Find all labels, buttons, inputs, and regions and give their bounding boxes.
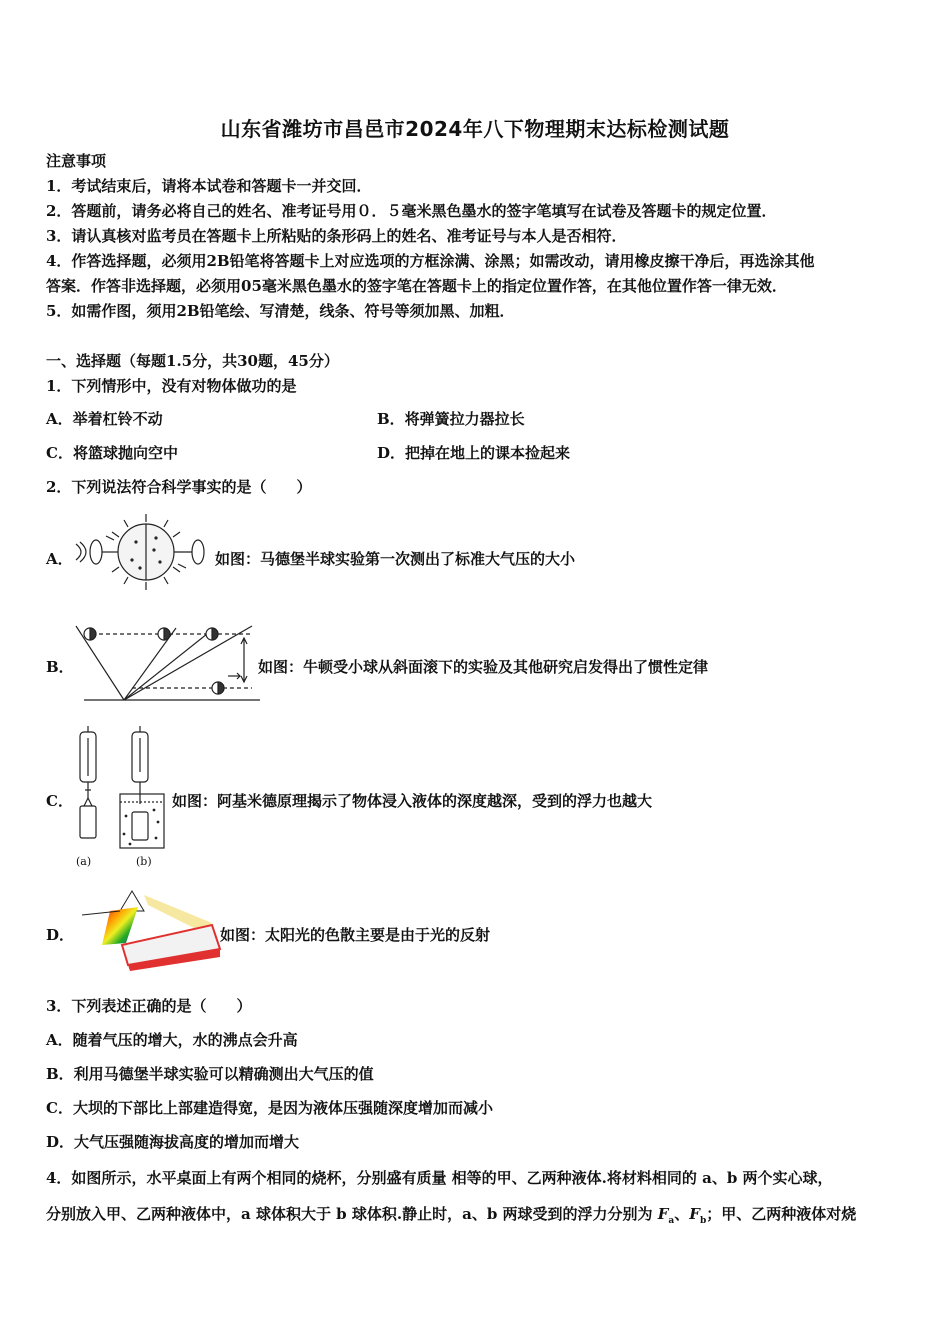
q3-option-b: B．利用马德堡半球实验可以精确测出大气压的值	[46, 1065, 374, 1083]
notes-item: 2．答题前，请务必将自己的姓名、准考证号用０．５毫米黑色墨水的签字笔填写在试卷及答题卡的规定位置．	[46, 202, 777, 220]
q3-option-d: D．大气压强随海拔高度的增加而增大	[46, 1133, 300, 1151]
spring-scale-figure	[74, 726, 174, 866]
notes-item: 1．考试结束后，请将本试卷和答题卡一并交回．	[46, 177, 372, 195]
section-heading: 一、选择题（每题1.5分，共30题，45分）	[46, 352, 339, 370]
notes-item: 5．如需作图，须用2B铅笔绘、写清楚，线条、符号等须加黑、加粗．	[46, 302, 515, 320]
q1-option-b: B．将弹簧拉力器拉长	[377, 410, 525, 428]
prism-dispersion-figure	[72, 885, 222, 970]
q2-c-fig-label-b: (b)	[136, 855, 152, 868]
q2-option-c-text: 如图：阿基米德原理揭示了物体浸入液体的深度越深，受到的浮力也越大	[172, 792, 653, 810]
magdeburg-hemispheres-figure	[66, 512, 216, 592]
page-title: 山东省潍坊市昌邑市2024年八下物理期末达标检测试题	[220, 117, 730, 141]
notes-item: 3．请认真核对监考员在答题卡上所粘贴的条形码上的姓名、准考证号与本人是否相符．	[46, 227, 627, 245]
question-1-stem: 1．下列情形中，没有对物体做功的是	[46, 377, 297, 395]
notes-item: 4．作答选择题，必须用2B铅笔将答题卡上对应选项的方框涂满、涂黑；如需改动，请用橡皮擦干净后，再选涂其他	[46, 252, 815, 270]
question-4-line-2	[46, 1204, 856, 1231]
q1-option-d: D．把掉在地上的课本捡起来	[377, 444, 571, 462]
question-3-stem: 3．下列表述正确的是（ ）	[46, 997, 252, 1015]
q4-line-2-end: ；甲、乙两种液体对烧	[706, 1205, 857, 1223]
q1-option-c: C．将篮球抛向空中	[46, 444, 178, 462]
q3-option-c: C．大坝的下部比上部建造得宽，是因为液体压强随深度增加而减小	[46, 1099, 493, 1117]
q1-option-a: A．举着杠铃不动	[46, 410, 163, 428]
force-fa-sub: a	[668, 1216, 675, 1226]
q3-option-a: A．随着气压的增大，水的沸点会升高	[46, 1031, 298, 1049]
q2-option-a-text: 如图：马德堡半球实验第一次测出了标准大气压的大小	[215, 550, 576, 568]
force-fb-sub: b	[699, 1216, 707, 1226]
q4-line-2-start: 分别放入甲、乙两种液体中，a 球体积大于 b 球体积.静止时，a、b 两球受到的浮力分别为	[46, 1205, 658, 1223]
q2-c-fig-label-a: (a)	[76, 855, 92, 868]
question-2-stem: 2．下列说法符合科学事实的是（ ）	[46, 478, 312, 496]
ramp-ball-figure	[72, 620, 262, 705]
q4-separator: 、	[674, 1205, 690, 1223]
force-fb: F	[689, 1205, 700, 1223]
q2-option-b-text: 如图：牛顿受小球从斜面滚下的实验及其他研究启发得出了惯性定律	[258, 658, 709, 676]
q2-option-a-label: A．	[46, 550, 73, 568]
question-4-line-1: 4．如图所示，水平桌面上有两个相同的烧杯，分别盛有质量 相等的甲、乙两种液体.将材料相同的 a、b 两个实心球，	[46, 1169, 833, 1187]
notes-heading: 注意事项	[46, 152, 107, 170]
q2-option-d-text: 如图：太阳光的色散主要是由于光的反射	[220, 926, 491, 944]
q2-option-d-label: D．	[46, 926, 75, 944]
q2-option-b-label: B．	[46, 658, 74, 676]
force-fa: F	[657, 1205, 669, 1223]
notes-item: 答案．作答非选择题，必须用05毫米黑色墨水的签字笔在答题卡上的指定位置作答，在其他位置作答一律无效．	[46, 277, 787, 295]
q2-option-c-label: C．	[46, 792, 73, 810]
